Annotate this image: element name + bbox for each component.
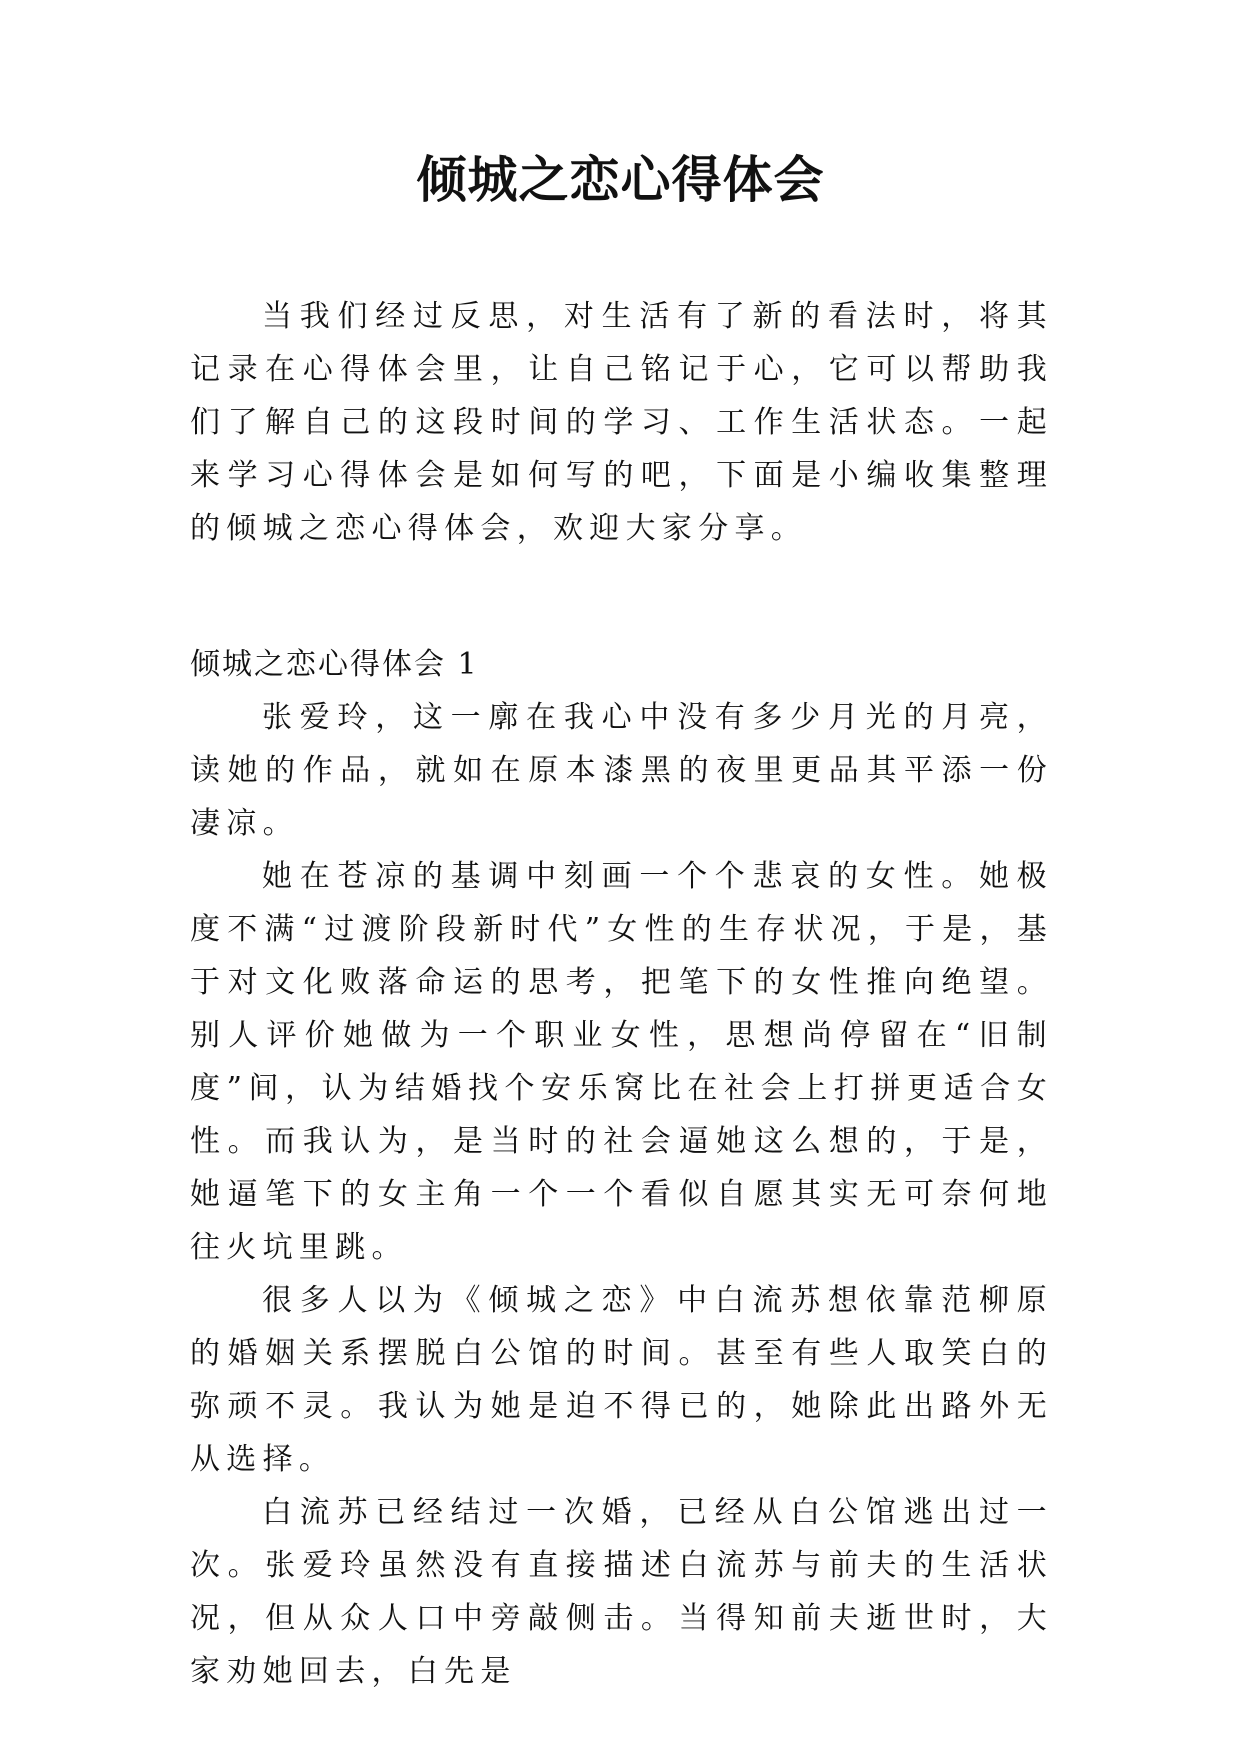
document-title: 倾城之恋心得体会 [416, 150, 825, 209]
body-paragraph-1: 张爱玲，这一廓在我心中没有多少月光的月亮，读她的作品，就如在原本漆黑的夜里更品其平添一份凄凉。 [190, 700, 1053, 841]
section-heading: 倾城之恋心得体会 1 [190, 647, 479, 682]
body-paragraph-4: 白流苏已经结过一次婚，已经从白公馆逃出过一次。张爱玲虽然没有直接描述白流苏与前夫的生活状况，但从众人口中旁敲侧击。当得知前夫逝世时，大家劝她回去，白先是 [190, 1495, 1053, 1689]
body-paragraph-2: 她在苍凉的基调中刻画一个个悲哀的女性。她极度不满“过渡阶段新时代”女性的生存状况，于是，基于对文化败落命运的思考，把笔下的女性推向绝望。别人评价她做为一个职业女性，思想尚停留在“旧制度”间，认为结婚找个安乐窝比在社会上打拼更适合女性。而我认为，是当时的社会逼她这么想的，于是，她逼笔下的女主角一个一个看似自愿其实无可奈何地往火坑里跳。 [190, 859, 1053, 1265]
intro-block [190, 290, 1053, 555]
body-paragraph-3: 很多人以为《倾城之恋》中白流苏想依靠范柳原的婚姻关系摆脱白公馆的时间。甚至有些人取笑白的弥顽不灵。我认为她是迫不得已的，她除此出路外无从选择。 [190, 1283, 1053, 1477]
section-1 [190, 638, 1053, 1698]
intro-paragraph: 当我们经过反思，对生活有了新的看法时，将其记录在心得体会里，让自己铭记于心，它可以帮助我们了解自己的这段时间的学习、工作生活状态。一起来学习心得体会是如何写的吧，下面是小编收集整理的倾城之恋心得体会，欢迎大家分享。 [190, 299, 1053, 546]
